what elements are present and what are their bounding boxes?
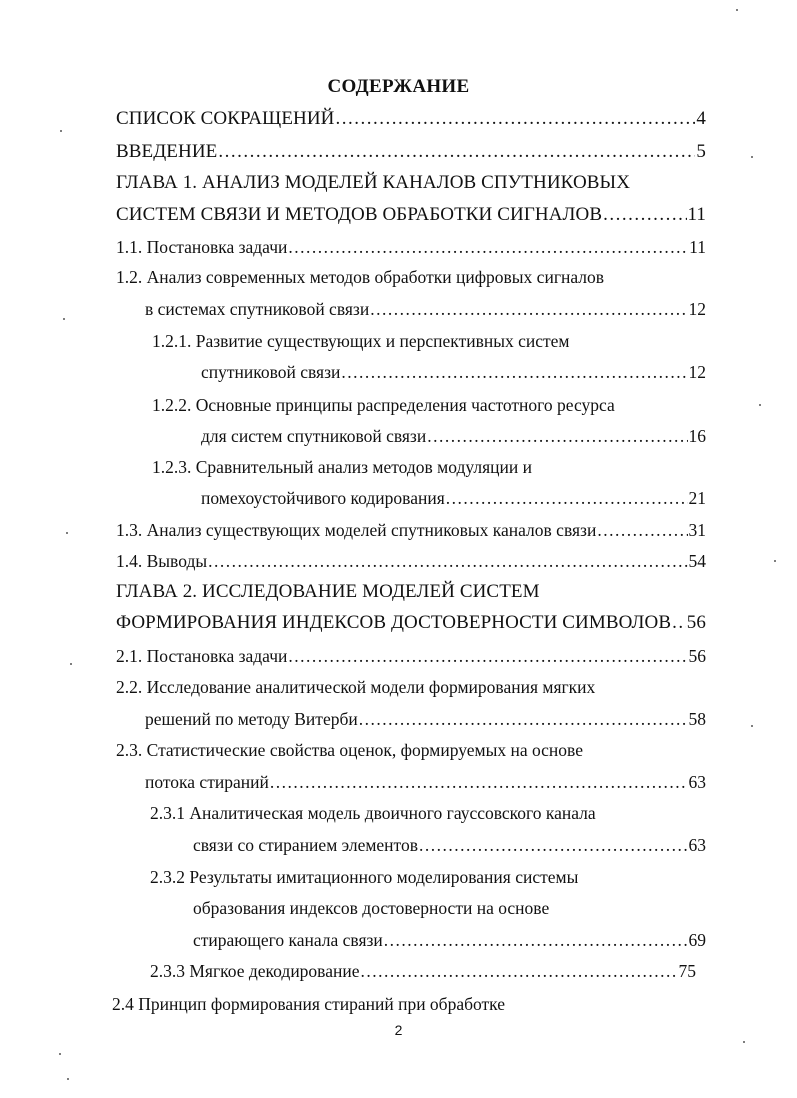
- page-title: СОДЕРЖАНИЕ: [327, 76, 470, 97]
- toc-entry-line1: 2.2. Исследование аналитической модели формирования мягких: [116, 677, 596, 697]
- toc-entry: [201, 425, 706, 447]
- dot-leader: [419, 834, 688, 856]
- toc-entry-page: 63: [688, 835, 706, 855]
- toc-entry-line1: 1.2.1. Развитие существующих и перспективных систем: [152, 331, 570, 351]
- toc-entry: [150, 960, 696, 982]
- toc-entry-text: 2.1. Постановка задачи: [116, 646, 288, 666]
- toc-entry-line1: 1.2.3. Сравнительный анализ методов модуляции и: [152, 457, 532, 477]
- dot-leader: [597, 519, 687, 541]
- toc-entry-text: ВВЕДЕНИЕ: [116, 141, 218, 162]
- toc-entry: [145, 298, 706, 320]
- scan-speck: [759, 404, 761, 406]
- dot-leader: [427, 425, 687, 447]
- toc-entry: [116, 550, 706, 572]
- scan-speck: [67, 1078, 69, 1080]
- toc-entry-line1: ГЛАВА 1. АНАЛИЗ МОДЕЛЕЙ КАНАЛОВ СПУТНИКОВЫХ: [116, 172, 631, 193]
- toc-entry-page: 16: [688, 426, 706, 446]
- dot-leader: [341, 361, 687, 383]
- toc-entry: [201, 487, 706, 509]
- toc-entry-page: 5: [696, 141, 706, 162]
- toc-entry-page: 4: [696, 108, 706, 129]
- toc-entry: [116, 204, 706, 226]
- toc-entry: [193, 834, 706, 856]
- dot-leader: [603, 204, 686, 226]
- scan-speck: [736, 9, 738, 11]
- toc-entry-page: 31: [688, 520, 706, 540]
- toc-entry-page: 56: [686, 612, 706, 633]
- toc-entry-page: 69: [688, 930, 706, 950]
- dot-leader: [208, 550, 687, 572]
- toc-entry-text: 2.3.3 Мягкое декодирование: [150, 961, 360, 981]
- toc-entry-text: 1.1. Постановка задачи: [116, 237, 288, 257]
- scan-speck: [66, 532, 68, 534]
- toc-entry-text: ФОРМИРОВАНИЯ ИНДЕКСОВ ДОСТОВЕРНОСТИ СИМВОЛОВ: [116, 612, 672, 633]
- dot-leader: [288, 645, 687, 667]
- toc-entry-page: 12: [688, 362, 706, 382]
- dot-leader: [446, 487, 688, 509]
- toc-entry-text: связи со стиранием элементов: [193, 835, 418, 855]
- toc-entry: [116, 519, 706, 541]
- dot-leader: [336, 108, 696, 130]
- scan-speck: [59, 1053, 61, 1055]
- scan-speck: [63, 318, 65, 320]
- toc-entry: [116, 141, 706, 163]
- toc-entry-line1: ГЛАВА 2. ИССЛЕДОВАНИЕ МОДЕЛЕЙ СИСТЕМ: [116, 581, 540, 602]
- toc-entry-text: СИСТЕМ СВЯЗИ И МЕТОДОВ ОБРАБОТКИ СИГНАЛОВ: [116, 204, 603, 225]
- dot-leader: [370, 298, 687, 320]
- toc-entry-text: стирающего канала связи: [193, 930, 383, 950]
- scan-speck: [743, 1041, 745, 1043]
- toc-entry: [145, 708, 706, 730]
- toc-entry-page: 11: [689, 237, 706, 257]
- toc-entry-page: 56: [688, 646, 706, 666]
- toc-entry-page: 12: [688, 299, 706, 319]
- toc-entry-line1: 2.3. Статистические свойства оценок, формируемых на основе: [116, 740, 583, 760]
- toc-entry-text: помехоустойчивого кодирования: [201, 488, 445, 508]
- toc-entry-line1: 2.3.1 Аналитическая модель двоичного гауссовского канала: [150, 803, 596, 823]
- toc-entry-text: спутниковой связи: [201, 362, 341, 382]
- toc-entry: [201, 361, 706, 383]
- toc-entry-line1: 2.3.2 Результаты имитационного моделирования системы: [150, 867, 579, 887]
- dot-leader: [288, 236, 688, 258]
- dot-leader: [218, 141, 695, 163]
- scan-speck: [751, 156, 753, 158]
- scan-speck: [60, 130, 62, 132]
- toc-entry-page: 11: [687, 204, 706, 225]
- dot-leader: [672, 612, 686, 634]
- toc-entry-line1: 1.2.2. Основные принципы распределения частотного ресурса: [152, 395, 615, 415]
- toc-entry-line1: 1.2. Анализ современных методов обработки цифровых сигналов: [116, 267, 605, 287]
- toc-entry: [145, 771, 706, 793]
- toc-entry-text: 1.3. Анализ существующих моделей спутниковых каналов связи: [116, 520, 597, 540]
- toc-entry-page: 75: [678, 961, 696, 981]
- toc-entry-text: решений по методу Витерби: [145, 709, 358, 729]
- toc-entry: [116, 108, 706, 130]
- toc-entry-text: потока стираний: [145, 772, 269, 792]
- toc-entry: [193, 929, 706, 951]
- dot-leader: [270, 771, 688, 793]
- dot-leader: [384, 929, 688, 951]
- toc-entry-text: СПИСОК СОКРАЩЕНИЙ: [116, 108, 335, 129]
- toc-entry-page: 21: [688, 488, 706, 508]
- toc-entry-page: 58: [688, 709, 706, 729]
- toc-entry-text: 1.4. Выводы: [116, 551, 208, 571]
- toc-entry-page: 54: [688, 551, 706, 571]
- scan-speck: [751, 725, 753, 727]
- toc-entry: [116, 645, 706, 667]
- scan-speck: [774, 560, 776, 562]
- dot-leader: [360, 960, 677, 982]
- scan-speck: [70, 663, 72, 665]
- toc-entry: [116, 236, 706, 258]
- toc-entry-line2: образования индексов достоверности на основе: [193, 898, 550, 918]
- toc-entry-text: в системах спутниковой связи: [145, 299, 370, 319]
- page-number: 2: [394, 1022, 403, 1038]
- dot-leader: [359, 708, 688, 730]
- toc-entry-line1: 2.4 Принцип формирования стираний при обработке: [112, 994, 506, 1014]
- toc-entry-text: для систем спутниковой связи: [201, 426, 427, 446]
- toc-entry: [116, 612, 706, 634]
- toc-entry-page: 63: [688, 772, 706, 792]
